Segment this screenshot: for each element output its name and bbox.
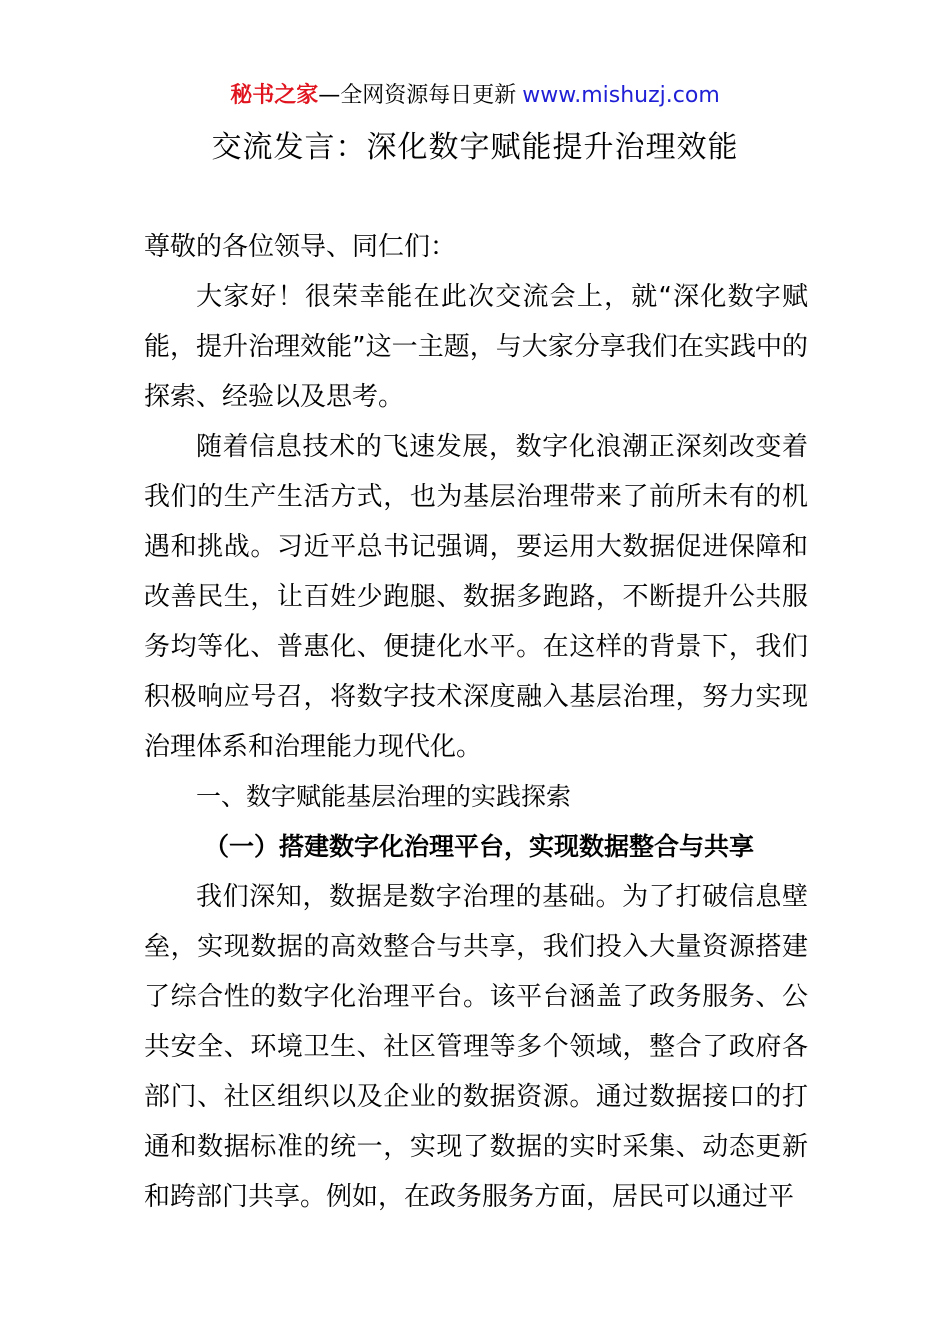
paragraph-platform: 我们深知，数据是数字治理的基础。为了打破信息壁垒，实现数据的高效整合与共享，我们投入大量资源搭建了综合性的数字化治理平台。该平台涵盖了政务服务、公共安全、环境卫生、社区管理等多个领域，整合了政府各部门、社区组织以及企业的数据资源。通过数据接口的打通和数据标准的统一，实现了数据的实时采集、动态更新和跨部门共享。例如，在政务服务方面，居民可以通过平 <box>144 882 808 1212</box>
paragraph-intro: 大家好！很荣幸能在此次交流会上，就“深化数字赋能，提升治理效能”这一主题，与大家分享我们在实践中的探索、经验以及思考。 <box>144 282 808 412</box>
site-url-link[interactable]: www.mishuzj.com <box>522 83 720 108</box>
site-banner <box>0 80 950 112</box>
subsection-heading: （一）搭建数字化治理平台，实现数据整合与共享 <box>204 832 755 861</box>
site-tagline: —全网资源每日更新 <box>318 83 517 108</box>
salutation: 尊敬的各位领导、同仁们： <box>144 232 457 262</box>
section-heading: 一、数字赋能基层治理的实践探索 <box>196 782 572 811</box>
site-brand: 秘书之家 <box>230 83 319 108</box>
document-title: 交流发言：深化数字赋能提升治理效能 <box>211 130 739 165</box>
paragraph-background: 随着信息技术的飞速发展，数字化浪潮正深刻改变着我们的生产生活方式，也为基层治理带来了前所未有的机遇和挑战。习近平总书记强调，要运用大数据促进保障和改善民生，让百姓少跑腿、数据多跑路，不断提升公共服务均等化、普惠化、便捷化水平。在这样的背景下，我们积极响应号召，将数字技术深度融入基层治理，努力实现治理体系和治理能力现代化。 <box>144 432 808 762</box>
document-body <box>144 222 808 1222</box>
